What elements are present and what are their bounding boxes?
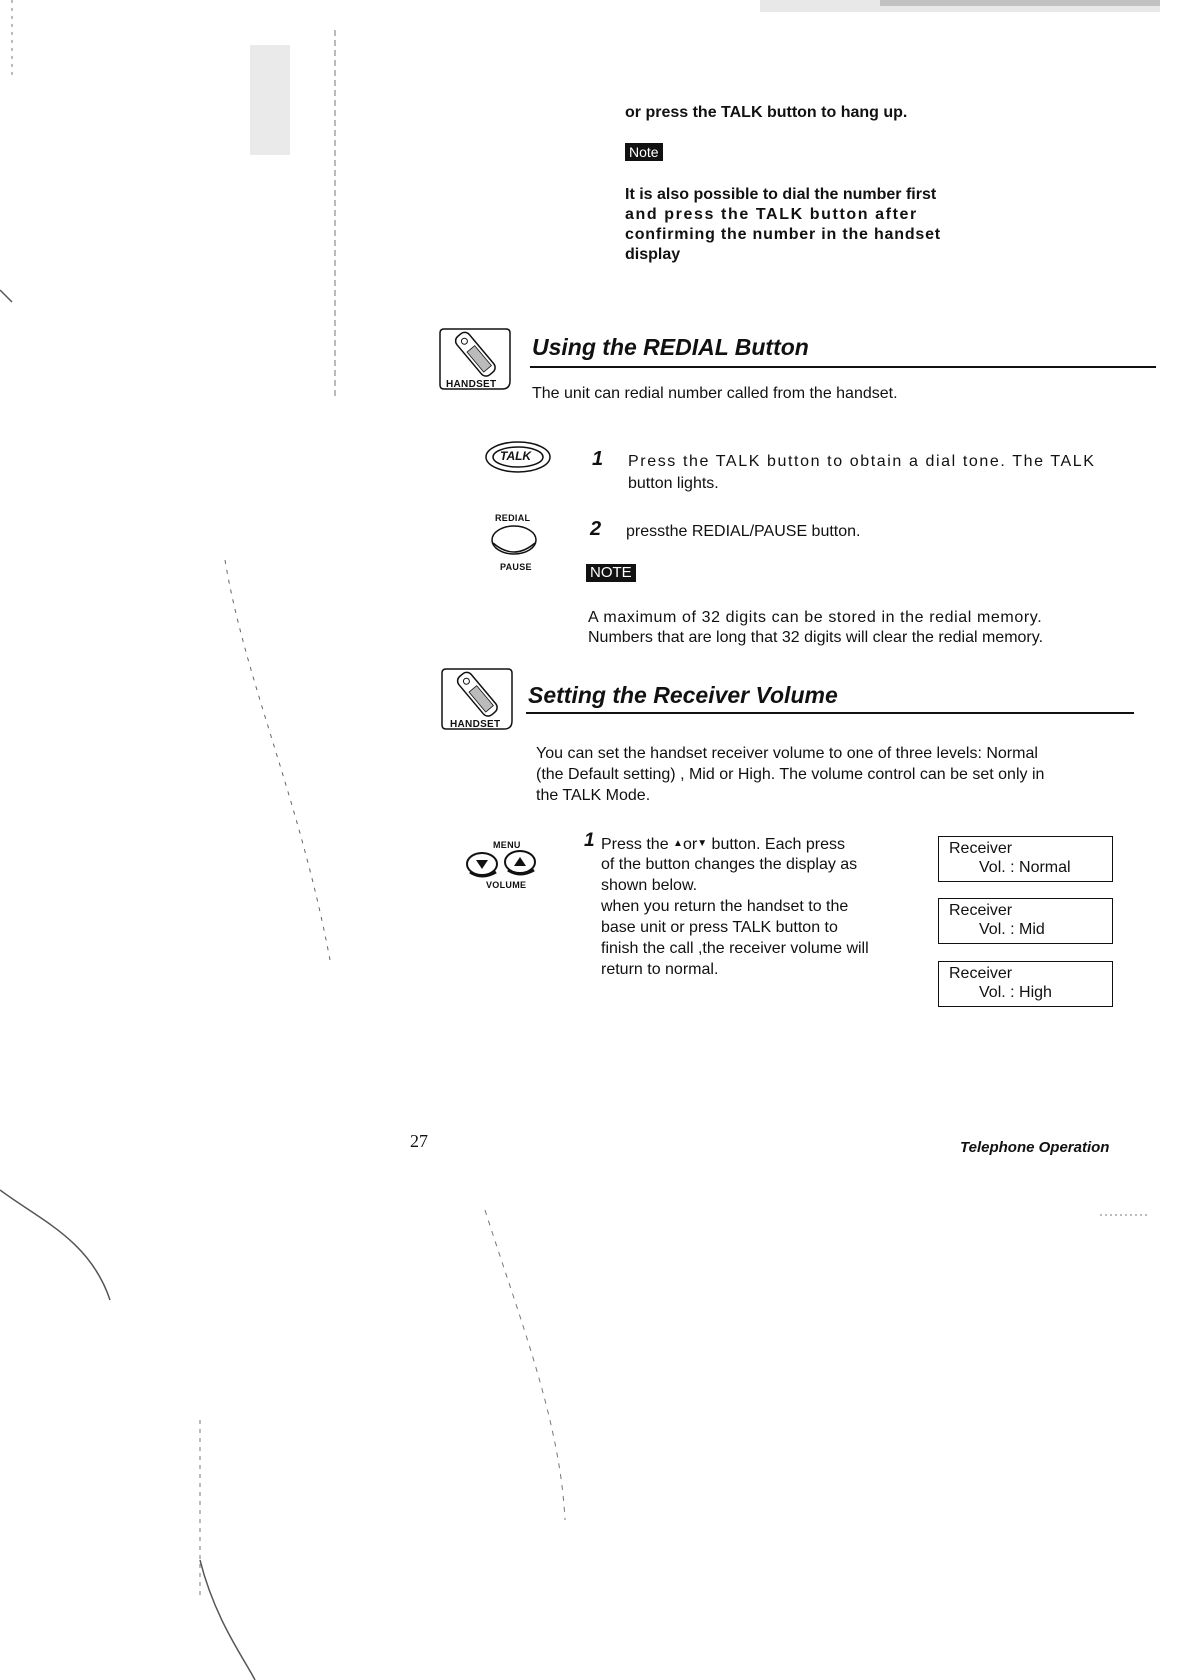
handset-icon-label: HANDSET: [446, 379, 497, 390]
lcd-display-normal: [938, 836, 1113, 882]
lcd-line-2: Vol. : Normal: [979, 859, 1071, 876]
redial-note-badge-label: NOTE: [586, 564, 636, 582]
volume-step-1-line-1a: Press the: [601, 836, 669, 853]
volume-step-1-line-1b: or: [682, 836, 698, 853]
volume-step-1-line-4: when you return the handset to the: [601, 898, 849, 915]
redial-note-line-2: Numbers that are long that 32 digits will clear the redial memory.: [588, 629, 1044, 646]
handset-section-icon-2: [440, 665, 516, 735]
volume-step-1-line-6: finish the call ,the receiver volume will: [601, 940, 869, 957]
talk-button-label: TALK: [500, 449, 532, 463]
up-triangle-icon: ▲: [673, 838, 683, 849]
lcd-display-mid: [938, 898, 1113, 944]
talk-button-icon: [484, 440, 552, 474]
menu-label: MENU: [493, 840, 521, 850]
down-triangle-icon: ▼: [697, 838, 708, 849]
intro-note-line-3: confirming the number in the handset: [625, 226, 941, 243]
intro-note-line-4: display: [625, 246, 681, 263]
volume-desc-line-3: the TALK Mode.: [536, 787, 651, 804]
volume-step-1-line-5: base unit or press TALK button to: [601, 919, 838, 936]
redial-step-2-number: 2: [590, 518, 602, 540]
redial-note-line-1: A maximum of 32 digits can be stored in the redial memory.: [588, 609, 1043, 626]
volume-buttons-icon: [462, 848, 542, 880]
lcd-line-2: Vol. : High: [979, 984, 1052, 1001]
lcd-display-high: [938, 961, 1113, 1007]
section-rule-redial: [530, 366, 1156, 368]
handset-section-icon: [438, 325, 514, 393]
volume-step-1-line-1c: button. Each press: [711, 836, 845, 853]
volume-step-1-line-3: shown below.: [601, 877, 698, 894]
hangup-line: or press the TALK button to hang up.: [625, 104, 908, 121]
volume-desc-line-1: You can set the handset receiver volume to one of three levels: Normal: [536, 745, 1038, 762]
intro-note-line-1: It is also possible to dial the number first: [625, 186, 937, 203]
volume-step-1-line-7: return to normal.: [601, 961, 719, 978]
note-badge: [625, 143, 663, 162]
redial-button-top-label: REDIAL: [495, 513, 531, 523]
lcd-line-1: Receiver: [949, 840, 1013, 857]
redial-note-badge: [586, 564, 636, 582]
redial-step-1-line-2: button lights.: [628, 475, 719, 492]
volume-step-1-number: 1: [584, 830, 595, 851]
redial-step-1-number: 1: [592, 448, 604, 470]
handset-icon-label-2: HANDSET: [450, 719, 501, 730]
volume-label: VOLUME: [486, 880, 527, 890]
lcd-line-2: Vol. : Mid: [979, 921, 1045, 938]
section-rule-volume: [526, 712, 1134, 714]
lcd-line-1: Receiver: [949, 902, 1013, 919]
redial-step-1-line-1: Press the TALK button to obtain a dial tone. The TALK: [628, 453, 1096, 470]
footer-section-name: Telephone Operation: [960, 1139, 1110, 1156]
intro-note-line-2: and press the TALK button after: [625, 206, 918, 223]
redial-button-icon: [490, 523, 538, 559]
section-title-redial: Using the REDIAL Button: [532, 334, 809, 360]
page-number: 27: [410, 1131, 428, 1151]
volume-step-1-line-2: of the button changes the display as: [601, 856, 858, 873]
redial-subtitle: The unit can redial number called from the handset.: [532, 385, 898, 402]
note-badge-label: Note: [625, 143, 663, 161]
redial-step-2-text: pressthe REDIAL/PAUSE button.: [626, 523, 861, 540]
volume-step-1-line-1: [601, 834, 921, 855]
lcd-line-1: Receiver: [949, 965, 1013, 982]
section-title-volume: Setting the Receiver Volume: [528, 682, 838, 708]
redial-button-bottom-label: PAUSE: [500, 562, 532, 572]
volume-desc-line-2: (the Default setting) , Mid or High. The volume control can be set only in: [536, 766, 1045, 783]
